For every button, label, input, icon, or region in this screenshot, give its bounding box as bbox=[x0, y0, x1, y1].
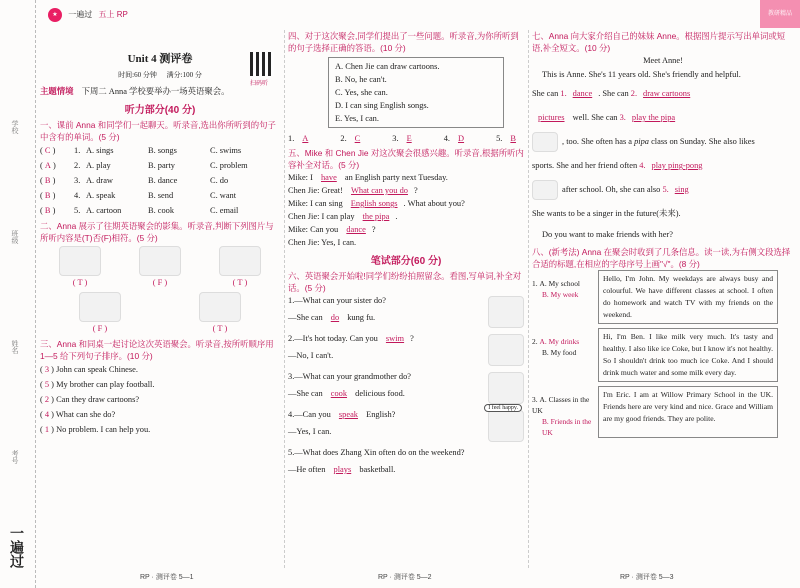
q7-line bbox=[532, 82, 794, 106]
q5-text: Chen Jie: I can play bbox=[288, 212, 357, 221]
q7-answer: play ping-pong bbox=[651, 161, 703, 170]
q5-line bbox=[288, 171, 524, 184]
q6-answer: swim bbox=[385, 334, 405, 343]
q4-number: 1. bbox=[288, 134, 295, 143]
football-picture-icon bbox=[59, 246, 101, 276]
q8-option-b bbox=[532, 289, 598, 300]
q4-option: C. Yes, she can. bbox=[335, 88, 388, 97]
divider-2 bbox=[528, 30, 529, 568]
q3-row: ( 4 ) What can she do? bbox=[40, 410, 116, 419]
q3-title: 三、Anna 和同桌一起讨论这次英语聚会。听录音,按所听顺序用 1—5 给下列句子排序。(10 分) bbox=[40, 339, 274, 361]
q3-order: 4 bbox=[44, 410, 50, 419]
q4-number: 2. bbox=[340, 134, 347, 143]
corner-tag: 教研精品 bbox=[760, 0, 800, 28]
q7-text: sports. She and her friend often bbox=[532, 161, 640, 170]
q5-text: . What about you? bbox=[403, 199, 465, 208]
q1-option: C. swims bbox=[210, 146, 242, 155]
q4-option: A. Chen Jie can draw cartoons. bbox=[335, 62, 440, 71]
time-limit: 时间:60 分钟 bbox=[118, 71, 157, 79]
q6-response-text: delicious food. bbox=[353, 389, 405, 398]
q8-title: 八、(新考法) Anna 在聚会时收到了几条信息。读一读,为右侧文段选择合适的标题,在相应的字母序号上画"√"。(8 分) bbox=[532, 247, 791, 269]
theme-line bbox=[40, 86, 280, 98]
q2-answers-row1 bbox=[40, 276, 280, 290]
q1-number: 1. bbox=[74, 146, 81, 155]
q1-answer: ( B ) bbox=[40, 188, 74, 203]
q1-row bbox=[40, 158, 280, 173]
q3-sentence: What can she do? bbox=[55, 410, 116, 419]
girl-picture-icon bbox=[79, 292, 121, 322]
q7-closing: Do you want to make friends with her? bbox=[542, 230, 673, 239]
q7-text: She wants to be a singer in the future(未来). bbox=[532, 209, 681, 218]
q5-text: . bbox=[395, 212, 398, 221]
q1-row bbox=[40, 188, 280, 203]
q5-line bbox=[288, 210, 524, 223]
q8-message-box bbox=[598, 328, 778, 382]
q8-options bbox=[532, 386, 598, 438]
q7-number: 4. bbox=[639, 161, 646, 170]
q1-option: B. party bbox=[148, 161, 175, 170]
theme-label: 主题情境 bbox=[40, 87, 74, 96]
q6-question-text: 2.—It's hot today. Can you bbox=[288, 334, 380, 343]
q1-row bbox=[40, 173, 280, 188]
q7-line bbox=[532, 202, 794, 226]
q8-options bbox=[532, 270, 598, 324]
q8-number: 1. bbox=[532, 279, 538, 288]
q4-answer-letter: B bbox=[510, 134, 516, 143]
writing-heading: 笔试部分(60 分) bbox=[370, 256, 442, 267]
q1-answer-letter: B bbox=[44, 206, 51, 215]
q6-question-text: 5.—What does Zhang Xin often do on the weekend? bbox=[288, 448, 465, 457]
listening-heading: 听力部分(40 分) bbox=[124, 105, 196, 116]
q2-pictures-row1 bbox=[40, 246, 280, 276]
q6-question-text: English? bbox=[363, 410, 396, 419]
q7-line bbox=[532, 178, 794, 202]
q1-option: A. speak bbox=[86, 191, 116, 200]
q5-title: 五、Mike 和 Chen Jie 对这次聚会很感兴趣。听录音,根据所听内容补全对话。(5 分) bbox=[288, 148, 524, 170]
column-3 bbox=[532, 30, 794, 442]
q5-text: Mike: Can you bbox=[288, 225, 341, 234]
q7-number: 2. bbox=[630, 89, 638, 98]
q5-line bbox=[288, 197, 524, 210]
q1-option: C. problem bbox=[210, 161, 248, 170]
q7-text: well. She can bbox=[570, 113, 620, 122]
q8-message-text: Hello, I'm John. My weekdays are always busy and colourful. We have different classes at school. I often do homework and watch TV with my friends on the weekend. bbox=[603, 274, 773, 319]
q3-list bbox=[40, 362, 280, 437]
q3-order: 2 bbox=[44, 395, 50, 404]
q4-answer-letter: D bbox=[458, 134, 465, 143]
q7-number: 1. bbox=[560, 89, 567, 98]
q1-number: 4. bbox=[74, 191, 81, 200]
book-brand: 一遍过 bbox=[68, 10, 93, 20]
q8-option-a bbox=[532, 394, 598, 416]
q3-order: 3 bbox=[44, 365, 50, 374]
divider-1 bbox=[284, 30, 285, 568]
q2-pictures-row2 bbox=[40, 292, 280, 322]
q5-answer: have bbox=[320, 173, 337, 182]
q8-option-b-text: B. My week bbox=[542, 290, 579, 299]
q8-message-text: Hi, I'm Ben. I like milk very much. It's tasty and healthy. I also like ice Coke, but I know it's not healthy. So I shouldn't drink too much ice Coke. And I should drink much water and some milk every day. bbox=[603, 332, 773, 377]
q5-text: ? bbox=[371, 225, 376, 234]
q7-heading: Meet Anne! bbox=[643, 56, 683, 65]
q6-item bbox=[288, 332, 524, 370]
footer-1: RP · 测评卷 5—1 bbox=[140, 574, 194, 581]
q7-text: . She can bbox=[598, 89, 631, 98]
q5-text: Mike: I bbox=[288, 173, 315, 182]
boy-picture-icon bbox=[199, 292, 241, 322]
full-score: 满分:100 分 bbox=[166, 71, 202, 79]
q6-picture-icon bbox=[488, 372, 524, 404]
q7-line bbox=[532, 130, 794, 154]
q1-answer-letter: B bbox=[44, 191, 51, 200]
q1-option: C. want bbox=[210, 191, 237, 200]
q1-option: C. do bbox=[210, 176, 229, 185]
q7-number: 5. bbox=[662, 185, 669, 194]
q5-answer: the pipa bbox=[362, 212, 390, 221]
q7-line bbox=[532, 106, 794, 130]
gutter-class: 班级 bbox=[11, 230, 19, 244]
q2-answer-3: ( T ) bbox=[232, 278, 248, 287]
q1-answer: ( B ) bbox=[40, 173, 74, 188]
gutter-school: 学校 bbox=[11, 120, 19, 134]
q8-option-a-text: A. My school bbox=[539, 279, 580, 288]
column-2 bbox=[288, 30, 524, 484]
q7-answer: sing bbox=[674, 185, 689, 194]
q8-message-box bbox=[598, 386, 778, 438]
gutter-name: 姓名 bbox=[11, 340, 19, 354]
q1-option: B. send bbox=[148, 191, 174, 200]
qr-label: 扫码听 bbox=[250, 81, 269, 87]
q7-answer: pictures bbox=[538, 113, 565, 122]
book-header bbox=[48, 8, 128, 22]
q2-answers-row2 bbox=[40, 322, 280, 336]
q6-response-text: —She can bbox=[288, 389, 325, 398]
q5-text: an English party next Tuesday. bbox=[342, 173, 448, 182]
q8-number: 3. bbox=[532, 395, 538, 404]
q4-number: 4. bbox=[443, 134, 450, 143]
q5-text: Chen Jie: Yes, I can. bbox=[288, 238, 357, 247]
q1-number: 2. bbox=[74, 161, 81, 170]
q5-dialogue bbox=[288, 171, 524, 249]
q6-item bbox=[288, 370, 524, 408]
q4-answer-letter: C bbox=[354, 134, 361, 143]
q4-title: 四、对于这次聚会,同学们提出了一些问题。听录音,为你所听到的句子选择正确的答语。(10 分) bbox=[288, 31, 519, 53]
q5-line bbox=[288, 236, 524, 249]
q3-order: 1 bbox=[44, 425, 50, 434]
q4-number: 3. bbox=[392, 134, 399, 143]
grade-label: 五上 RP bbox=[98, 10, 128, 20]
q2-title: 二、Anna 展示了往期英语聚会的影集。听录音,判断下列图片与所听内容是(T)否(F)相符。(5 分) bbox=[40, 221, 274, 243]
q6-response-text: —No, I can't. bbox=[288, 351, 334, 360]
footer-2: RP · 测评卷 5—2 bbox=[378, 574, 432, 581]
q6-response-text: —She can bbox=[288, 313, 325, 322]
q3-row: ( 5 ) My brother can play football. bbox=[40, 380, 155, 389]
q4-answer-letter: A bbox=[302, 134, 309, 143]
q5-text: Mike: I can sing bbox=[288, 199, 345, 208]
q3-order: 5 bbox=[44, 380, 50, 389]
q4-option: E. Yes, I can. bbox=[335, 114, 379, 123]
q7-number: 3. bbox=[619, 113, 626, 122]
q8-option-a bbox=[532, 336, 598, 347]
q1-option: B. songs bbox=[148, 146, 177, 155]
gutter-id: 考号 bbox=[11, 450, 19, 464]
q4-option: B. No, he can't. bbox=[335, 75, 387, 84]
q1-option: B. dance bbox=[148, 176, 178, 185]
q4-answer bbox=[392, 132, 419, 145]
q6-response-text: —He often bbox=[288, 465, 328, 474]
q3-row: ( 3 ) John can speak Chinese. bbox=[40, 365, 138, 374]
q3-row: ( 1 ) No problem. I can help you. bbox=[40, 425, 151, 434]
q4-answer-letter: E bbox=[406, 134, 412, 143]
q8-item bbox=[532, 270, 794, 324]
q7-intro: This is Anne. She's 11 years old. She's friendly and helpful. bbox=[542, 70, 741, 79]
q1-answer: ( A ) bbox=[40, 158, 74, 173]
q5-line bbox=[288, 184, 524, 197]
theme-text: 下周二 Anna 学校要举办一场英语聚会。 bbox=[81, 87, 230, 96]
q6-list bbox=[288, 294, 524, 484]
q5-line bbox=[288, 223, 524, 236]
q6-title: 六、英语聚会开始啦!同学们纷纷拍照留念。看图,写单词,补全对话。(5 分) bbox=[288, 271, 522, 293]
q8-number: 2. bbox=[532, 337, 538, 346]
q6-picture-icon bbox=[488, 334, 524, 366]
q8-option-b-text: B. My food bbox=[542, 348, 577, 357]
q8-option-a bbox=[532, 278, 598, 289]
q4-options-box bbox=[328, 57, 504, 128]
q3-sentence: My brother can play football. bbox=[56, 380, 155, 389]
q6-response-text: kung fu. bbox=[345, 313, 376, 322]
q7-picture-icon bbox=[532, 180, 558, 200]
q6-response bbox=[288, 463, 524, 476]
q1-title: 一、课前 Anna 和同学们一起聊天。听录音,选出你所听到的句子中含有的单词。(5 分) bbox=[40, 120, 276, 142]
q6-question-text: 1.—What can your sister do? bbox=[288, 296, 386, 305]
q8-option-b bbox=[532, 416, 598, 438]
q3-sentence: No problem. I can help you. bbox=[56, 425, 151, 434]
q3-sentence: Can they draw cartoons? bbox=[56, 395, 140, 404]
q4-answer bbox=[444, 132, 472, 145]
q4-answer bbox=[288, 132, 316, 145]
q7-italic: pipa bbox=[634, 137, 649, 146]
q7-title: 七、Anna 向大家介绍自己的妹妹 Anne。根据图片提示写出单词或短语,补全短文。(10 分) bbox=[532, 31, 786, 53]
q8-list bbox=[532, 270, 794, 438]
q6-response-text: —Yes, I can. bbox=[288, 427, 332, 436]
q6-question bbox=[288, 446, 524, 459]
q6-answer: speak bbox=[338, 410, 358, 419]
q1-answer: ( B ) bbox=[40, 203, 74, 218]
column-1 bbox=[40, 30, 280, 437]
q1-answer-letter: B bbox=[44, 176, 51, 185]
q7-text: after school. Oh, she can also bbox=[562, 185, 663, 194]
logo-icon: ★ bbox=[48, 8, 62, 22]
q8-option-a-text: A. Classes in the UK bbox=[532, 395, 590, 415]
q7-passage bbox=[532, 82, 794, 226]
q1-answer-letter: A bbox=[44, 161, 51, 170]
q6-item bbox=[288, 405, 524, 446]
q2-answer-2: ( F ) bbox=[152, 278, 168, 287]
q4-option: D. I can sing English songs. bbox=[335, 101, 429, 110]
q1-answer: ( C ) bbox=[40, 143, 74, 158]
q5-text: ? bbox=[413, 186, 418, 195]
q8-option-b bbox=[532, 347, 598, 358]
q7-text: , too. She often has a bbox=[562, 137, 635, 146]
q1-row bbox=[40, 143, 280, 158]
page-title: Unit 4 测评卷 bbox=[127, 53, 193, 65]
q7-answer: play the pipa bbox=[631, 113, 676, 122]
q5-answer: What can you do bbox=[350, 186, 408, 195]
q3-row: ( 2 ) Can they draw cartoons? bbox=[40, 395, 140, 404]
q1-option: C. email bbox=[210, 206, 239, 215]
q1-option: B. cook bbox=[148, 206, 175, 215]
q1-number: 5. bbox=[74, 206, 81, 215]
q3-sentence: John can speak Chinese. bbox=[56, 365, 138, 374]
q5-text: Chen Jie: Great! bbox=[288, 186, 345, 195]
q7-picture-icon bbox=[532, 132, 558, 152]
q8-message-box bbox=[598, 270, 778, 324]
q1-list bbox=[40, 143, 280, 218]
q2-answer-5: ( T ) bbox=[212, 324, 228, 333]
gutter-brand: 一遍过 bbox=[9, 526, 25, 568]
speech-bubble: I feel happy. bbox=[484, 404, 522, 412]
q1-row bbox=[40, 203, 280, 218]
q1-number: 3. bbox=[74, 176, 81, 185]
q2-answer-1: ( T ) bbox=[72, 278, 88, 287]
q6-answer: plays bbox=[333, 465, 352, 474]
q4-answer bbox=[340, 132, 368, 145]
q1-option: A. play bbox=[86, 161, 111, 170]
q5-answer: English songs bbox=[350, 199, 398, 208]
q8-item bbox=[532, 328, 794, 382]
q1-option: A. cartoon bbox=[86, 206, 122, 215]
q8-message-text: I'm Eric. I am at Willow Primary School in the UK. Friends here are very kind and nice. Grace and William are my good friends. They are polite. bbox=[603, 390, 773, 423]
q6-picture-icon bbox=[488, 410, 524, 442]
q4-number: 5. bbox=[496, 134, 503, 143]
exam-meta bbox=[40, 70, 280, 80]
q6-answer: cook bbox=[330, 389, 348, 398]
q6-question-text: 4.—Can you bbox=[288, 410, 333, 419]
q5-answer: dance bbox=[346, 225, 366, 234]
q6-question-text: ? bbox=[410, 334, 414, 343]
q8-item bbox=[532, 386, 794, 438]
q7-line bbox=[532, 154, 794, 178]
cooking-picture-icon bbox=[139, 246, 181, 276]
q6-item bbox=[288, 446, 524, 484]
q6-question-text: 3.—What can your grandmother do? bbox=[288, 372, 412, 381]
q4-answers bbox=[288, 132, 524, 145]
q8-options bbox=[532, 328, 598, 382]
q6-picture-icon bbox=[488, 296, 524, 328]
q7-text: class on Sunday. She also likes bbox=[649, 137, 755, 146]
q7-text: She can bbox=[532, 89, 561, 98]
q6-response-text: basketball. bbox=[357, 465, 396, 474]
binding-gutter bbox=[0, 0, 36, 588]
footer-3: RP · 测评卷 5—3 bbox=[620, 574, 674, 581]
cooking-chef-picture-icon bbox=[219, 246, 261, 276]
q1-option: A. draw bbox=[86, 176, 113, 185]
qr-code-icon[interactable] bbox=[250, 52, 274, 76]
q4-answer bbox=[496, 132, 524, 145]
q1-option: A. sings bbox=[86, 146, 114, 155]
q6-answer: do bbox=[330, 313, 340, 322]
q7-answer: draw cartoons bbox=[643, 89, 691, 98]
q8-option-a-text: A. My drinks bbox=[539, 337, 580, 346]
q2-answer-4: ( F ) bbox=[92, 324, 108, 333]
q1-answer-letter: C bbox=[44, 146, 51, 155]
q6-item bbox=[288, 294, 524, 332]
q8-option-b-text: B. Friends in the UK bbox=[542, 417, 592, 437]
q7-answer: dance bbox=[572, 89, 593, 98]
